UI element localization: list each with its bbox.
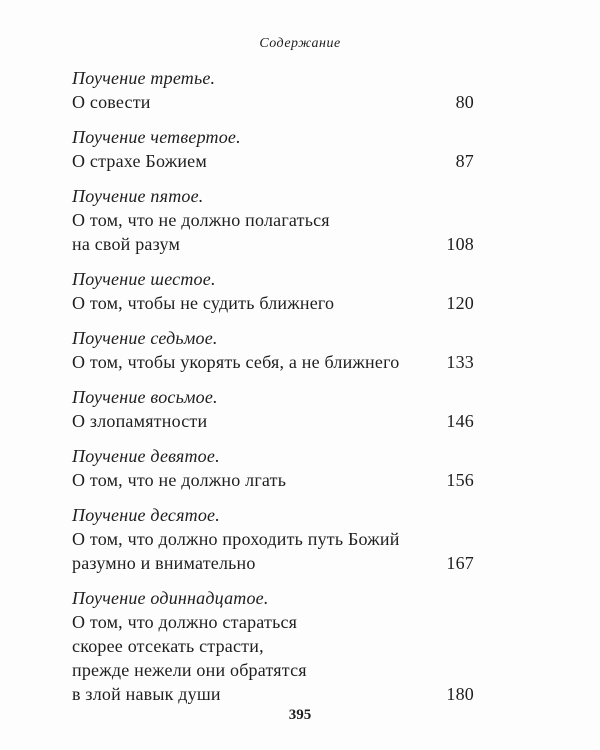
entry-title-row <box>72 527 474 575</box>
toc-entry <box>72 385 474 433</box>
entry-title: О страхе Божием <box>72 151 207 171</box>
toc-entry <box>72 503 474 575</box>
entry-page-number: 108 <box>446 234 474 254</box>
page-number: 395 <box>288 707 312 723</box>
entry-heading: Поучение третье. <box>72 68 216 88</box>
entry-title: О том, что не должно полагаться на свой разум <box>72 210 330 254</box>
entry-page-number: 180 <box>446 684 474 704</box>
toc-entry <box>72 125 474 173</box>
entry-page-number: 87 <box>455 151 474 171</box>
entry-page-number: 133 <box>446 352 474 372</box>
entry-page-number: 120 <box>446 293 474 313</box>
entry-title-row <box>72 90 474 114</box>
entry-title-row <box>72 208 474 256</box>
entry-page-number: 156 <box>446 470 474 490</box>
entry-heading: Поучение восьмое. <box>72 387 218 407</box>
entry-heading: Поучение девятое. <box>72 446 220 466</box>
toc-entry <box>72 444 474 492</box>
entry-heading: Поучение седьмое. <box>72 328 218 348</box>
entry-title-row <box>72 149 474 173</box>
entry-title-row <box>72 610 474 706</box>
entry-title-row <box>72 468 474 492</box>
entry-title: О том, что должно проходить путь Божий разумно и внимательно <box>72 529 400 573</box>
entry-title: О том, чтобы укорять себя, а не ближнего <box>72 352 400 372</box>
entry-page-number: 167 <box>446 553 474 573</box>
entry-title: О том, чтобы не судить ближнего <box>72 293 335 313</box>
toc-entry <box>72 267 474 315</box>
toc-entry <box>72 66 474 114</box>
entry-title-row <box>72 291 474 315</box>
entry-title-row <box>72 350 474 374</box>
toc-entry <box>72 326 474 374</box>
entry-title-row <box>72 409 474 433</box>
entry-heading: Поучение десятое. <box>72 505 220 525</box>
entry-title: О совести <box>72 92 151 112</box>
running-header: Содержание <box>259 36 341 51</box>
entry-heading: Поучение шестое. <box>72 269 216 289</box>
entry-title: О том, что должно стараться скорее отсекать страсти, прежде нежели они обратятся в злой навык души <box>72 612 307 704</box>
entry-title: О злопамятности <box>72 411 208 431</box>
entry-heading: Поучение пятое. <box>72 186 204 206</box>
toc-entry <box>72 586 474 706</box>
entry-heading: Поучение четвертое. <box>72 127 241 147</box>
toc-entry <box>72 184 474 256</box>
entry-page-number: 146 <box>446 411 474 431</box>
entry-heading: Поучение одиннадцатое. <box>72 588 269 608</box>
entry-title: О том, что не должно лгать <box>72 470 287 490</box>
table-of-contents <box>72 66 474 717</box>
entry-page-number: 80 <box>455 92 474 112</box>
